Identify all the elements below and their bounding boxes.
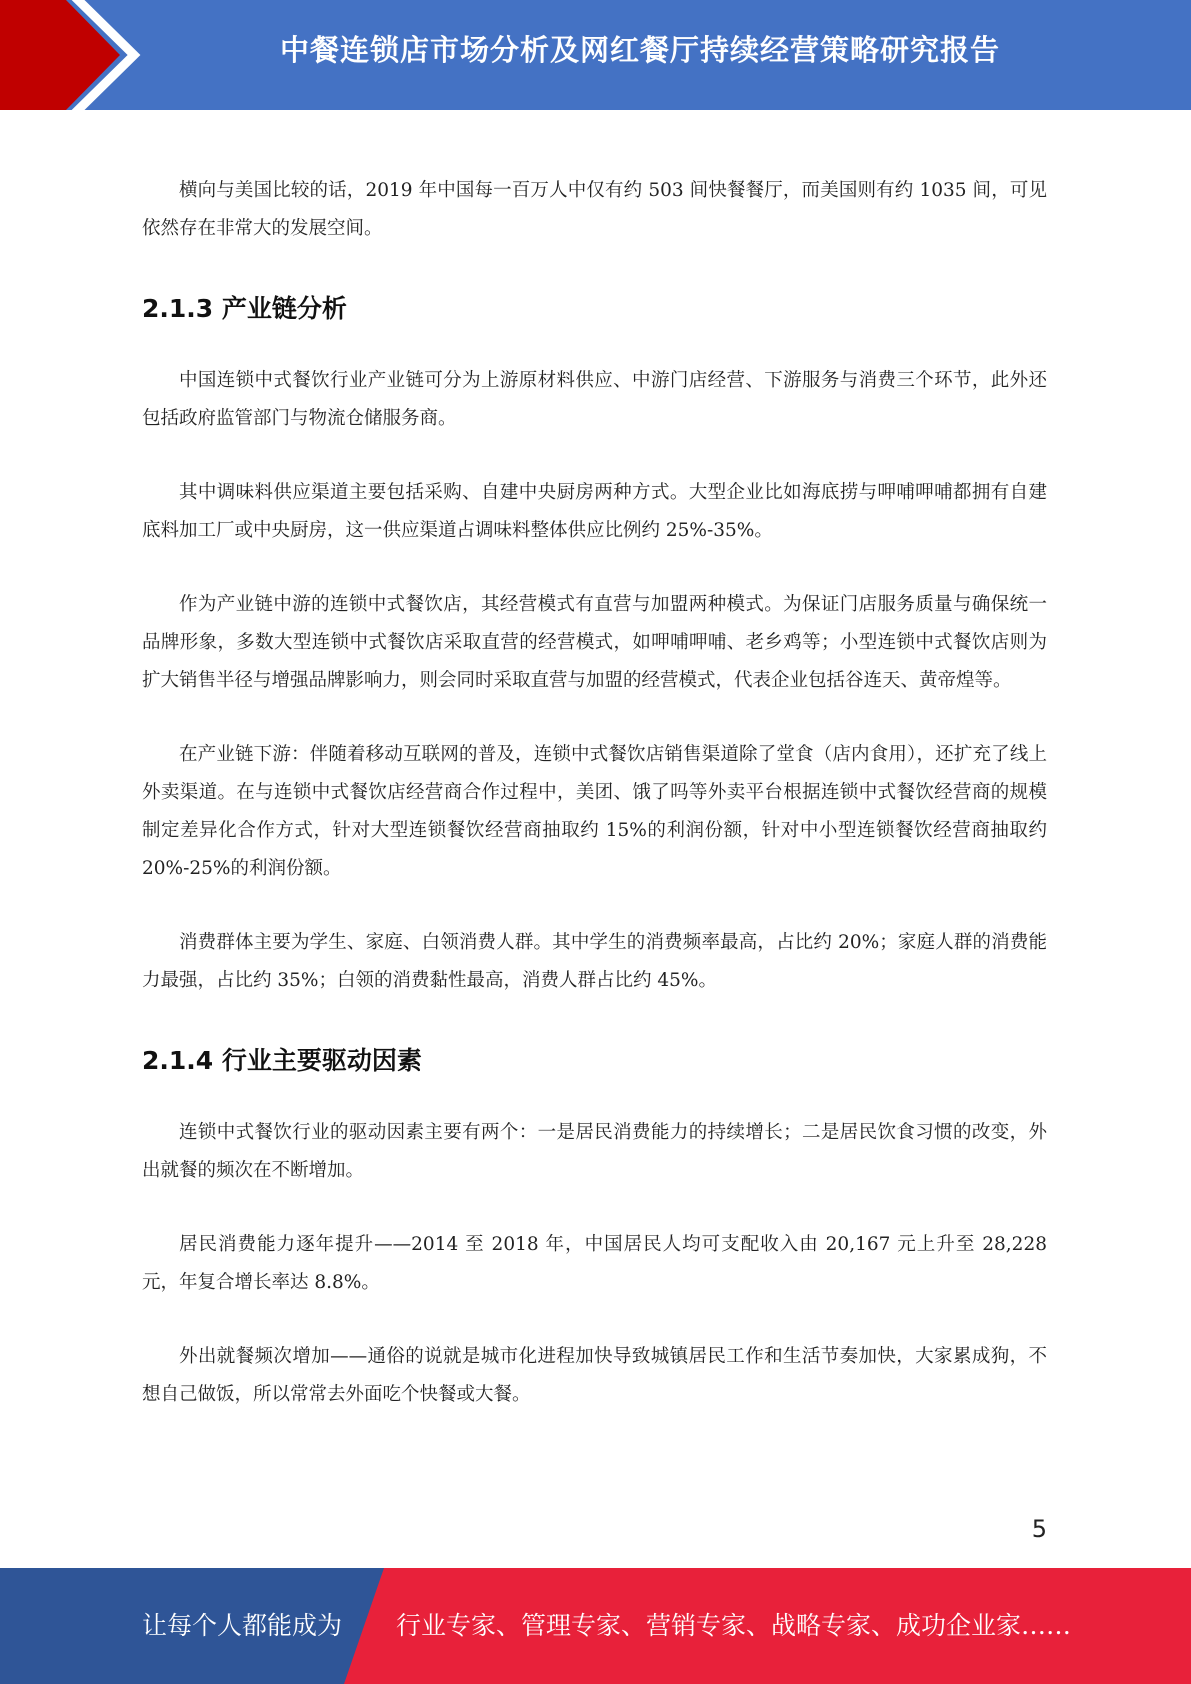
paragraph-consumption-growth: 居民消费能力逐年提升——2014 至 2018 年，中国居民人均可支配收入由 20,167 元上升至 28,228 元，年复合增长率达 8.8%。 [142,1234,1047,1293]
paragraph-dining-out: 外出就餐频次增加——通俗的说就是城市化进程加快导致城镇居民工作和生活节奏加快，大家累成狗，不想自己做饭，所以常常去外面吃个快餐或大餐。 [142,1346,1047,1405]
paragraph-drivers: 连锁中式餐饮行业的驱动因素主要有两个：一是居民消费能力的持续增长；二是居民饮食习惯的改变，外出就餐的频次在不断增加。 [142,1122,1047,1181]
intro-paragraph: 横向与美国比较的话，2019 年中国每一百万人中仅有约 503 间快餐餐厅，而美国则有约 1035 间，可见依然存在非常大的发展空间。 [142,180,1047,239]
header-red-block [0,0,120,110]
section-heading-2-1-3: 2.1.3 产业链分析 [142,294,347,323]
footer-slogan-right: 行业专家、管理专家、营销专家、战略专家、成功企业家…… [396,1611,1072,1640]
paragraph-consumer-groups: 消费群体主要为学生、家庭、白领消费人群。其中学生的消费频率最高，占比约 20%；家庭人群的消费能力最强，占比约 35%；白领的消费黏性最高，消费人群占比约 45%。 [142,932,1047,991]
document-title: 中餐连锁店市场分析及网红餐厅持续经营策略研究报告 [279,33,1000,67]
header-arrow-decoration [0,0,160,110]
main-content [142,172,1047,1450]
paragraph-seasoning-supply: 其中调味料供应渠道主要包括采购、自建中央厨房两种方式。大型企业比如海底捞与呷哺呷哺都拥有自建底料加工厂或中央厨房，这一供应渠道占调味料整体供应比例约 25%-35%。 [142,482,1047,541]
section-heading-2-1-4: 2.1.4 行业主要驱动因素 [142,1046,422,1075]
page-number: 5 [1031,1515,1047,1543]
footer-slogan-left: 让每个人都能成为 [142,1611,343,1640]
paragraph-downstream: 在产业链下游：伴随着移动互联网的普及，连锁中式餐饮店销售渠道除了堂食（店内食用），还扩充了线上外卖渠道。在与连锁中式餐饮店经营商合作过程中，美团、饿了吗等外卖平台根据连锁中式餐饮经营商的规模制定差异化合作方式，针对大型连锁餐饮经营商抽取约 15%的利润份额，针对中小型连锁餐饮经营商抽取约 20%-25%的利润份额。 [142,744,1047,879]
page-header [0,0,1191,110]
page-footer [0,1568,1191,1684]
paragraph-midstream-operation: 作为产业链中游的连锁中式餐饮店，其经营模式有直营与加盟两种模式。为保证门店服务质量与确保统一品牌形象，多数大型连锁中式餐饮店采取直营的经营模式，如呷哺呷哺、老乡鸡等；小型连锁中式餐饮店则为扩大销售半径与增强品牌影响力，则会同时采取直营与加盟的经营模式，代表企业包括谷连天、黄帝煌等。 [142,594,1047,691]
paragraph-industry-chain: 中国连锁中式餐饮行业产业链可分为上游原材料供应、中游门店经营、下游服务与消费三个环节，此外还包括政府监管部门与物流仓储服务商。 [142,370,1047,429]
